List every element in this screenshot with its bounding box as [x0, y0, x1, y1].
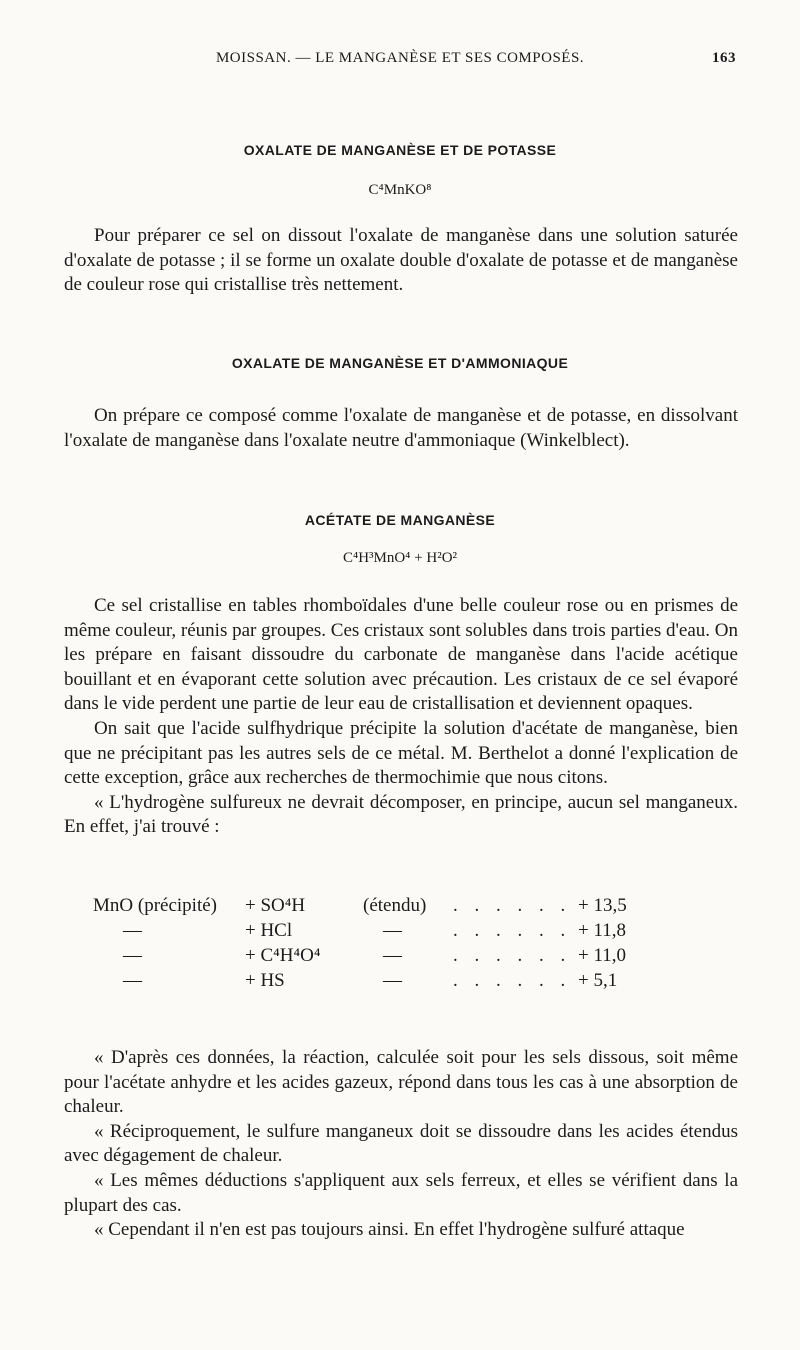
base-cell: — — [123, 920, 142, 941]
dots-cell: . . . . . . — [453, 920, 572, 941]
paragraph-text: Ce sel cristallise en tables rhomboïdales d'une belle couleur rose ou en prismes de même couleur, réunis par groupes. Ces cristaux sont solubles dans trois parties d'eau. On les prépare en faisant dissoudre du carbonate de manganèse dans l'acide acétique bouillant et en évaporant cette solution avec précaution. Les cristaux de ce sel évaporé dans le vide perdent une partie de leur eau de cristallisation et deviennent opaques. — [64, 595, 738, 715]
reagent-cell: + HS — [245, 970, 285, 991]
reagent-cell: + SO⁴H — [245, 895, 306, 916]
running-header — [64, 50, 736, 67]
base-cell: — — [123, 970, 142, 991]
table-row — [93, 893, 657, 918]
paragraph-text: On sait que l'acide sulfhydrique précipite la solution d'acétate de manganèse, bien que ne précipitant pas les autres sels de ce métal. M. Berthelot a donné l'explication de cette exception, grâce aux recherches de thermochimie que nous citons. — [64, 717, 738, 789]
dots-cell: . . . . . . — [453, 970, 572, 991]
paragraph-text: « Les mêmes déductions s'appliquent aux sels ferreux, et elles se vérifient dans la plupart des cas. — [64, 1169, 738, 1216]
section-title-oxalate-potasse: OXALATE DE MANGANÈSE ET DE POTASSE — [243, 142, 557, 158]
paragraph-oxalate-potasse — [64, 224, 738, 298]
value-cell: + 11,8 — [578, 920, 627, 941]
paragraph-text: « D'après ces données, la réaction, calculée soit pour les sels dissous, soit même pour l'acétate anhydre et les acides gazeux, répond dans tous les cas à une absorption de chaleur. — [64, 1047, 738, 1118]
section-title-acetate: ACÉTATE DE MANGANÈSE — [304, 512, 496, 528]
value-cell: + 11,0 — [578, 945, 627, 966]
paragraph-text: On prépare ce composé comme l'oxalate de manganèse et de potasse, en dissolvant l'oxalate de manganèse dans l'oxalate neutre d'ammoniaque (Winkelblect). — [64, 405, 738, 451]
formula-oxalate-potasse: C⁴MnKO⁸ — [368, 182, 432, 198]
paragraph-oxalate-ammoniaque — [64, 404, 738, 453]
table-row — [93, 968, 657, 993]
acetate-paragraphs — [64, 594, 738, 840]
section-title-oxalate-ammoniaque: OXALATE DE MANGANÈSE ET D'AMMONIAQUE — [231, 355, 569, 371]
paragraph-text: Pour préparer ce sel on dissout l'oxalate de manganèse dans une solution saturée d'oxalate de potasse ; il se forme un oxalate double d'oxalate de potasse et de manganèse de couleur rose qui cristallise très nettement. — [64, 225, 738, 296]
state-cell: — — [383, 920, 402, 941]
state-cell: — — [383, 970, 402, 991]
reagent-cell: + C⁴H⁴O⁴ — [245, 945, 321, 966]
dots-cell: . . . . . . — [453, 945, 572, 966]
formula-acetate: C⁴H³MnO⁴ + H²O² — [342, 550, 458, 566]
state-cell: (étendu) — [363, 895, 427, 916]
page-number: 163 — [712, 50, 736, 66]
value-cell: + 5,1 — [578, 970, 618, 991]
closing-paragraphs — [64, 1046, 738, 1243]
paragraph-text: « Cependant il n'en est pas toujours ainsi. En effet l'hydrogène sulfuré attaque — [94, 1219, 685, 1241]
running-title: MOISSAN. — LE MANGANÈSE ET SES COMPOSÉS. — [215, 50, 585, 66]
table-row — [93, 943, 657, 968]
state-cell: — — [383, 945, 402, 966]
paragraph-text: « L'hydrogène sulfureux ne devrait décomposer, en principe, aucun sel manganeux. En effet, j'ai trouvé : — [64, 791, 738, 838]
paragraph-text: « Réciproquement, le sulfure manganeux doit se dissoudre dans les acides étendus avec dégagement de chaleur. — [64, 1120, 738, 1167]
dots-cell: . . . . . . — [453, 895, 572, 916]
base-cell: — — [123, 945, 142, 966]
value-cell: + 13,5 — [578, 895, 627, 916]
table-row — [93, 918, 657, 943]
reagent-cell: + HCl — [245, 920, 293, 941]
base-cell: MnO (précipité) — [93, 895, 217, 916]
thermo-table — [93, 893, 657, 993]
